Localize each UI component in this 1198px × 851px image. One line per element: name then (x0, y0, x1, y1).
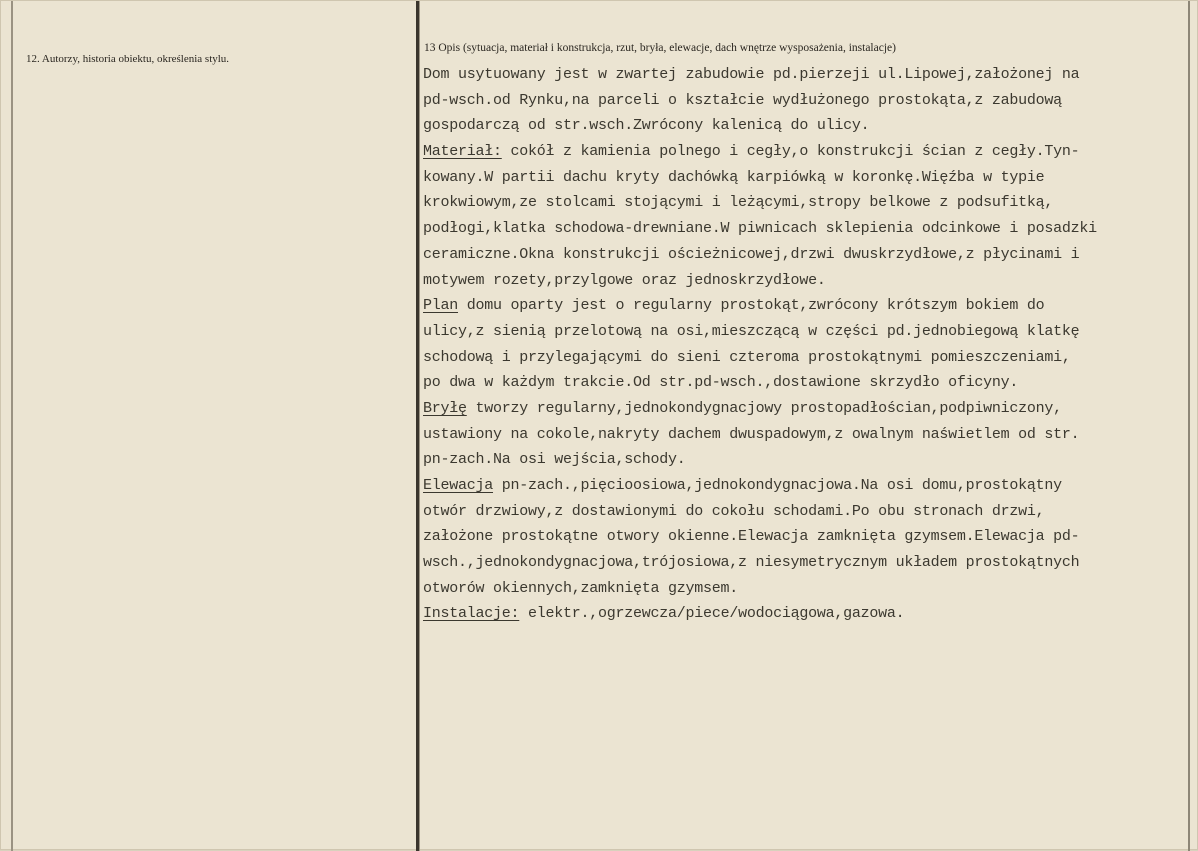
line-text: ceramiczne.Okna konstrukcji ościeżnicowej,drzwi dwuskrzydłowe,z płycinami i (423, 245, 1080, 263)
description-line (423, 576, 1188, 602)
underlined-keyword: Plan (423, 297, 459, 315)
underlined-keyword: Elewacja (423, 477, 494, 494)
line-text: otwór drzwiowy,z dostawionymi do cokołu schodami.Po obu stronach drzwi, (423, 502, 1045, 520)
description-line (423, 345, 1188, 371)
underlined-keyword: Instalacje: (423, 605, 520, 623)
section-12-heading: 12. Autorzy, historia obiektu, określenia stylu. (26, 53, 230, 65)
description-line (423, 139, 1188, 165)
description-line (423, 216, 1188, 242)
description-line (423, 190, 1188, 216)
line-text: tworzy regularny,jednokondygnacjowy prostopadłościan,podpiwniczony, (466, 399, 1062, 417)
description-line (423, 242, 1188, 268)
description-line (423, 370, 1188, 396)
description-line (423, 473, 1188, 499)
description-line (423, 62, 1188, 88)
description-line (423, 165, 1188, 191)
description-line (423, 422, 1188, 448)
line-text: krokwiowym,ze stolcami stojącymi i leżącymi,stropy belkowe z podsufitką, (423, 194, 1054, 212)
line-text: ulicy,z sienią przelotową na osi,mieszczącą w części pd.jednobiegową klatkę (423, 322, 1080, 340)
description-line (423, 113, 1188, 139)
line-text: schodową i przylegającymi do sieni czteroma prostokątnymi pomieszczeniami, (423, 348, 1071, 366)
description-line (423, 499, 1188, 525)
line-text: otworów okiennych,zamknięta gzymsem. (423, 579, 739, 597)
description-line (423, 447, 1188, 473)
line-text: podłogi,klatka schodowa-drewniane.W piwnicach sklepienia odcinkowe i posadzki (423, 220, 1097, 238)
line-text: Dom usytuowany jest w zwartej zabudowie pd.pierzeji ul.Lipowej,założonej na (423, 66, 1080, 83)
right-edge-line (1188, 1, 1190, 851)
description-text (423, 62, 1188, 627)
line-text: elektr.,ogrzewcza/piece/wodociągowa,gazowa. (519, 605, 905, 623)
line-text: pd-wsch.od Rynku,na parceli o kształcie wydłużonego prostokąta,z zabudową (423, 91, 1062, 109)
underlined-keyword: Materiał: (423, 143, 502, 161)
line-text: kowany.W partii dachu kryty dachówką karpiówką w koronkę.Więźba w typie (423, 168, 1045, 186)
description-line (423, 601, 1188, 627)
description-line (423, 550, 1188, 576)
line-text: domu oparty jest o regularny prostokąt,zwrócony krótszym bokiem do (458, 297, 1045, 315)
column-divider-shadow (419, 1, 420, 851)
line-text: motywem rozety,przylgowe oraz jednoskrzydłowe. (423, 271, 826, 289)
section-13-heading: 13 Opis (sytuacja, materiał i konstrukcja, rzut, bryła, elewacje, dach wnętrze wysposażenia, instalacje) (424, 42, 896, 54)
left-edge-line (11, 1, 13, 851)
description-line (423, 88, 1188, 114)
line-text: wsch.,jednokondygnacjowa,trójosiowa,z niesymetrycznym układem prostokątnych (423, 554, 1080, 572)
description-line (423, 293, 1188, 319)
description-line (423, 319, 1188, 345)
description-line (423, 268, 1188, 294)
description-line (423, 524, 1188, 550)
line-text: cokół z kamienia polnego i cegły,o konstrukcji ścian z cegły.Tyn- (501, 143, 1080, 161)
underlined-keyword: Bryłę (423, 399, 467, 417)
line-text: gospodarczą od str.wsch.Zwrócony kalenicą do ulicy. (423, 117, 870, 135)
line-text: pn-zach.,pięcioosiowa,jednokondygnacjowa.Na osi domu,prostokątny (493, 477, 1062, 494)
line-text: pn-zach.Na osi wejścia,schody. (423, 451, 686, 469)
line-text: założone prostokątne otwory okienne.Elewacja zamknięta gzymsem.Elewacja pd- (423, 528, 1080, 546)
description-line (423, 396, 1188, 422)
line-text: ustawiony na cokole,nakryty dachem dwuspadowym,z owalnym naświetlem od str. (423, 425, 1080, 443)
line-text: po dwa w każdym trakcie.Od str.pd-wsch.,dostawione skrzydło oficyny. (423, 374, 1019, 392)
